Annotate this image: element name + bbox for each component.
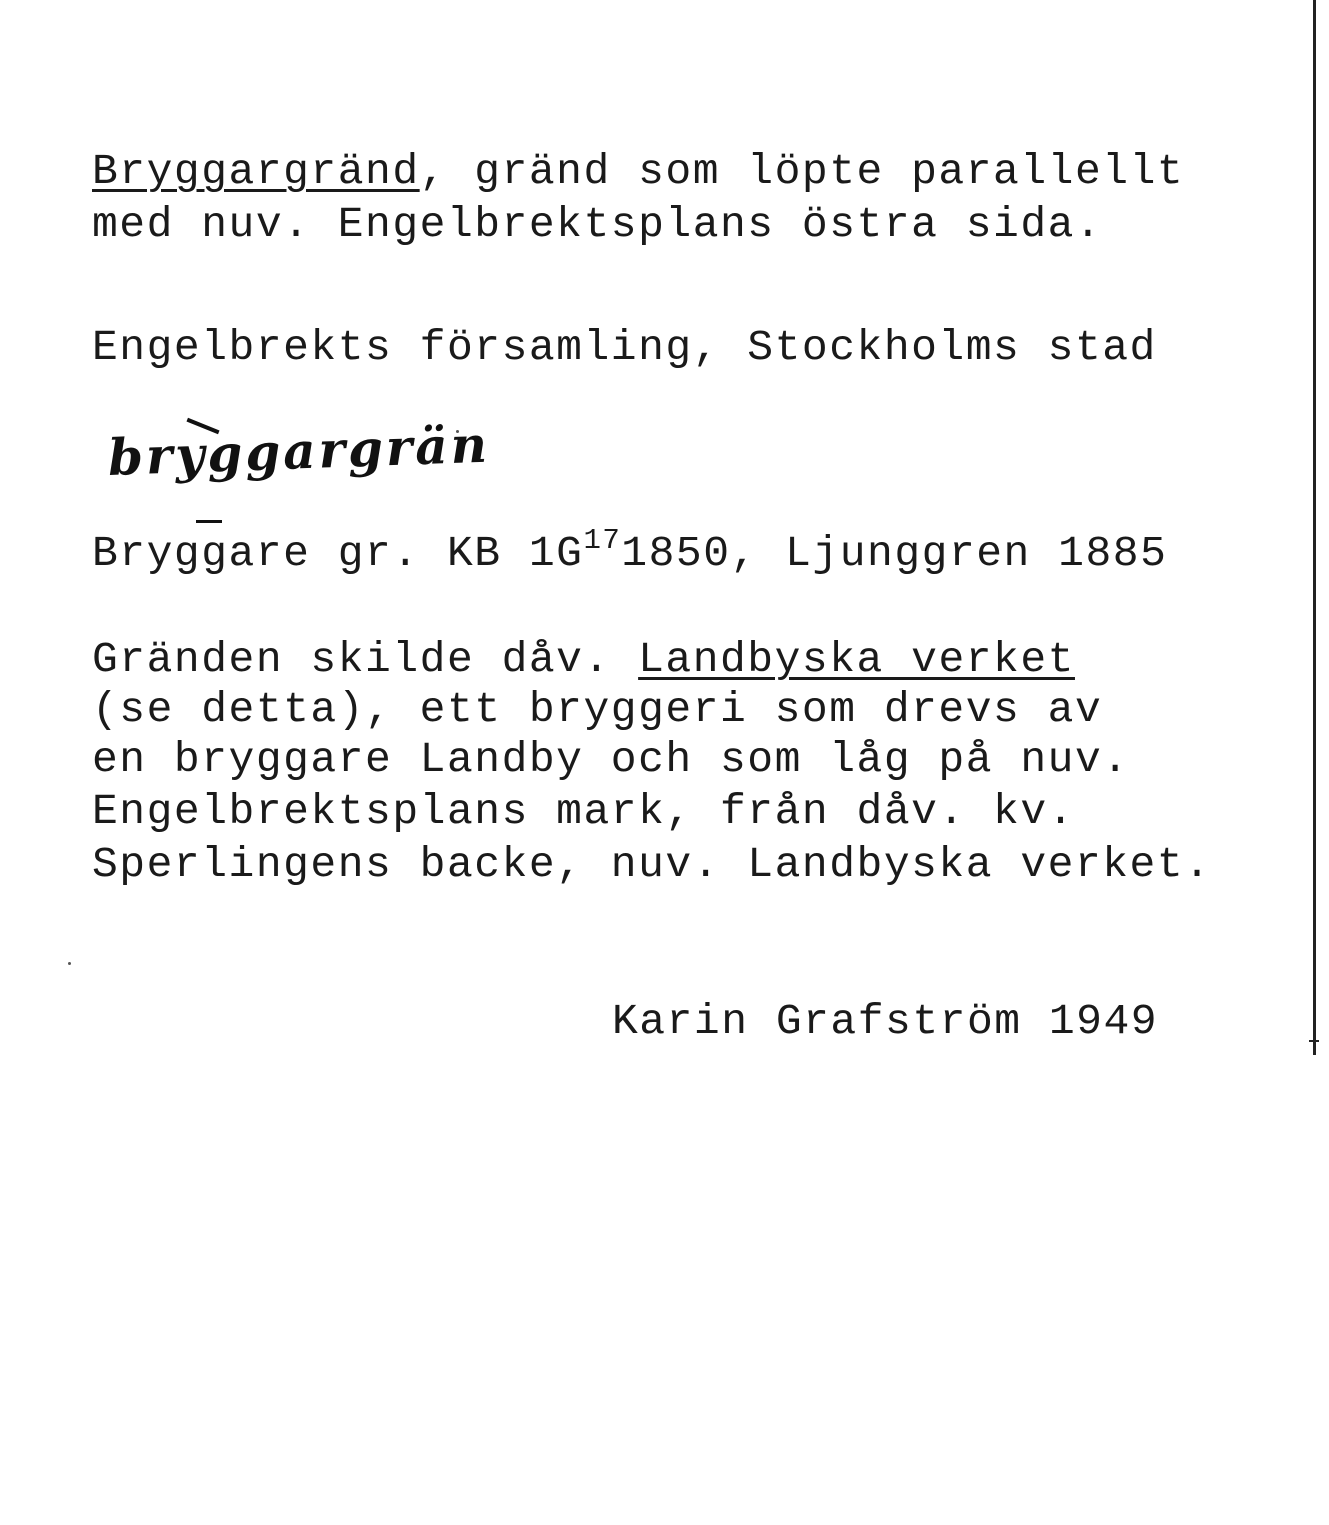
card-edge-mark: [1309, 1040, 1319, 1042]
card-right-edge: [1313, 0, 1316, 1055]
description-line-2: (se detta), ett bryggeri som drevs av: [92, 685, 1103, 734]
description-line-3: en bryggare Landby och som låg på nuv.: [92, 735, 1130, 784]
entry-line-2: med nuv. Engelbrektsplans östra sida.: [92, 200, 1103, 249]
cross-reference: Landbyska verket: [638, 635, 1075, 684]
entry-line-1: [92, 147, 1185, 196]
source-line: [92, 524, 1168, 578]
description-line-5: Sperlingens backe, nuv. Landbyska verket.: [92, 840, 1212, 889]
handwritten-note: bryggargrän: [106, 414, 491, 487]
source-suffix: 1850, Ljunggren 1885: [621, 529, 1168, 578]
handwritten-underline: [196, 520, 222, 523]
description-line-1: [92, 635, 1075, 684]
signature: Karin Grafström 1949: [612, 997, 1159, 1046]
description-line-4: Engelbrektsplans mark, från dåv. kv.: [92, 787, 1075, 836]
source-prefix: Bryggare gr. KB 1G: [92, 529, 584, 578]
headword: Bryggargränd: [92, 147, 420, 196]
parish-line: Engelbrekts församling, Stockholms stad: [92, 323, 1157, 372]
source-superscript: 17: [583, 524, 622, 557]
definition-text: , gränd som löpte parallellt: [419, 147, 1185, 196]
description-prefix: Gränden skilde dåv.: [92, 635, 639, 684]
specks: [68, 962, 71, 965]
